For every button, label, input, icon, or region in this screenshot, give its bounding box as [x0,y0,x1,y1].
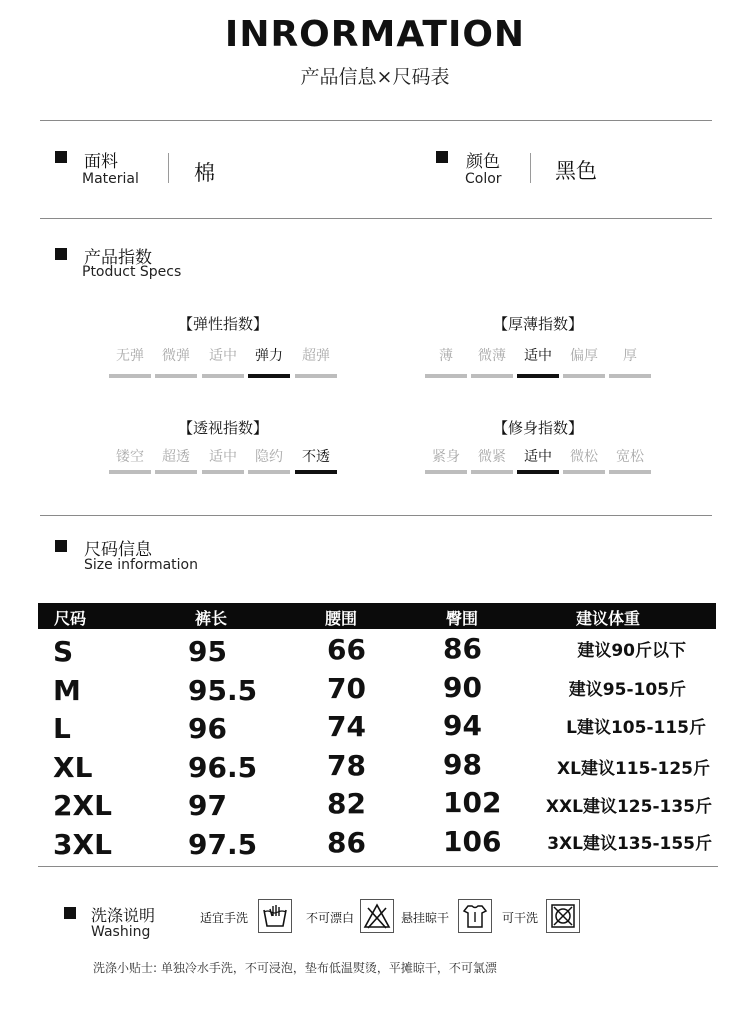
table-cell-weight: 3XL建议135-155斤 [547,834,712,854]
table-cell-hip: 106 [443,825,502,858]
index-bar [109,470,151,474]
hand-wash-label: 适宜手洗 [200,911,249,925]
hand-wash-icon [258,899,292,933]
table-cell-hip: 98 [443,748,482,781]
divider [40,218,712,219]
index-bar [109,374,151,378]
elasticity-option: 无弹 [116,348,144,364]
thickness-option: 微薄 [478,348,506,364]
thickness-index-title: 【厚薄指数】 [492,315,583,333]
separator [530,153,531,183]
index-bar-selected [248,374,290,378]
transparency-index-title: 【透视指数】 [177,419,268,437]
fit-option: 宽松 [616,449,644,465]
specs-label-en: Ptoduct Specs [82,264,182,280]
table-cell-waist: 78 [327,749,366,782]
index-bar-selected [295,470,337,474]
elasticity-index-title: 【弹性指数】 [177,315,268,333]
table-cell-hip: 102 [443,786,502,819]
elasticity-option: 微弹 [162,348,190,364]
index-bar [248,470,290,474]
table-cell-length: 97.5 [188,828,258,861]
divider [40,120,712,121]
table-cell-size: S [53,635,74,668]
dry-clean-icon [546,899,580,933]
fit-option: 微松 [570,449,598,465]
index-bar [471,470,513,474]
size-table-header [38,603,716,629]
index-bar-selected [517,470,559,474]
size-info-label-en: Size information [84,557,198,573]
table-cell-size: XL [53,751,93,784]
col-header-hip: 臀围 [446,609,479,628]
table-cell-hip: 94 [443,709,482,742]
thickness-option-selected: 适中 [524,348,552,364]
index-bar [563,374,605,378]
index-bar [563,470,605,474]
table-cell-waist: 66 [327,633,366,666]
specs-label: 产品指数 [84,248,152,268]
page-title: INRORMATION [224,14,526,55]
elasticity-option: 超弹 [302,348,330,364]
color-value: 黑色 [555,159,597,183]
elasticity-option: 适中 [209,348,237,364]
elasticity-option-selected: 弹力 [255,348,283,364]
fit-option: 微紧 [478,449,506,465]
index-bar [155,374,197,378]
bullet-square-icon [55,151,67,163]
index-bar [425,470,467,474]
index-bar [425,374,467,378]
col-header-size: 尺码 [54,609,87,628]
washing-label: 洗涤说明 [91,906,156,925]
index-bar [609,470,651,474]
hang-dry-label: 悬挂晾干 [401,911,450,925]
table-cell-size: 2XL [53,789,112,822]
fit-index-title: 【修身指数】 [492,419,583,437]
table-cell-waist: 74 [327,710,366,743]
col-header-length: 裤长 [195,609,228,628]
table-cell-size: 3XL [53,828,112,861]
table-cell-length: 97 [188,789,227,822]
transparency-option: 隐约 [255,449,283,465]
transparency-option-selected: 不透 [302,449,330,465]
table-cell-weight: 建议90斤以下 [577,641,686,661]
table-cell-weight: L建议105-115斤 [566,718,706,738]
col-header-waist: 腰围 [325,609,358,628]
index-bar [295,374,337,378]
table-cell-weight: 建议95-105斤 [568,680,686,700]
no-bleach-icon [360,899,394,933]
bullet-square-icon [436,151,448,163]
transparency-option: 适中 [209,449,237,465]
table-cell-length: 95.5 [188,674,258,707]
bullet-square-icon [55,248,67,260]
divider [38,866,718,867]
material-value: 棉 [194,161,215,185]
table-cell-size: M [53,674,81,707]
color-label: 颜色 [466,152,500,172]
material-label: 面料 [84,152,118,172]
hang-dry-icon [458,899,492,933]
fit-option-selected: 适中 [524,449,552,465]
table-cell-length: 96 [188,712,227,745]
separator [168,153,169,183]
index-bar [609,374,651,378]
thickness-option: 薄 [439,348,453,364]
table-cell-weight: XXL建议125-135斤 [545,797,712,817]
fit-option: 紧身 [432,449,460,465]
index-bar [202,470,244,474]
dry-clean-label: 可干洗 [502,911,539,925]
table-cell-length: 95 [188,635,227,668]
material-label-en: Material [82,171,139,187]
washing-tip: 洗涤小贴士: 单独冷水手洗，不可浸泡，垫布低温熨烫，平摊晾干，不可氯漂 [93,961,497,975]
index-bar [471,374,513,378]
index-bar-selected [517,374,559,378]
bullet-square-icon [64,907,76,919]
table-cell-waist: 86 [327,826,366,859]
table-cell-waist: 82 [327,787,366,820]
thickness-option: 厚 [623,348,637,364]
thickness-option: 偏厚 [570,348,598,364]
table-cell-hip: 86 [443,632,482,665]
divider [40,515,712,516]
transparency-option: 镂空 [116,449,144,465]
index-bar [155,470,197,474]
no-bleach-label: 不可漂白 [306,911,355,925]
bullet-square-icon [55,540,67,552]
table-cell-waist: 70 [327,672,366,705]
table-cell-weight: XL建议115-125斤 [557,759,710,779]
table-cell-length: 96.5 [188,751,258,784]
size-info-label: 尺码信息 [84,540,152,560]
page-subtitle: 产品信息×尺码表 [300,66,450,88]
table-cell-hip: 90 [443,671,482,704]
index-bar [202,374,244,378]
washing-label-en: Washing [91,924,151,940]
color-label-en: Color [465,171,502,187]
col-header-weight: 建议体重 [576,609,641,628]
table-cell-size: L [53,712,71,745]
transparency-option: 超透 [162,449,190,465]
